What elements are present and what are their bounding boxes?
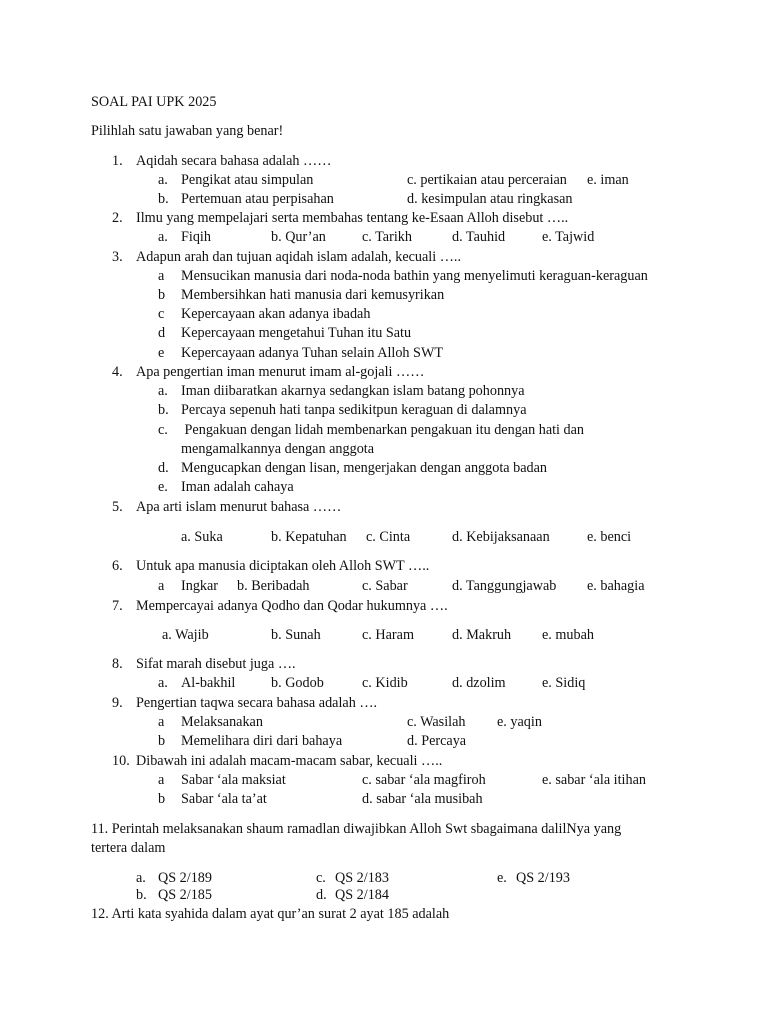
question-number: 10. — [112, 753, 130, 769]
question-number: 4. — [112, 364, 123, 380]
option-e: e. benci — [587, 529, 632, 545]
option-b: Membersihkan hati manusia dari kemusyrikan — [181, 287, 445, 303]
option-d: d. sabar ‘ala musibah — [362, 791, 483, 807]
option-b: Percaya sepenuh hati tanpa sedikitpun keraguan di dalamnya — [181, 402, 527, 418]
option-a: a. Wajib — [162, 627, 209, 643]
option-d: QS 2/184 — [335, 887, 389, 903]
document-title: SOAL PAI UPK 2025 — [91, 94, 217, 110]
option-b: QS 2/185 — [158, 887, 212, 903]
option-a: Pengikat atau simpulan — [181, 172, 314, 188]
question-text: Aqidah secara bahasa adalah …… — [136, 153, 332, 169]
question-number: 7. — [112, 598, 123, 614]
option-letter: b. — [158, 402, 169, 418]
option-d: d. dzolim — [452, 675, 506, 691]
option-c-continued: mengamalkannya dengan anggota — [181, 441, 375, 457]
option-d: d. Makruh — [452, 627, 512, 643]
option-b: Sabar ‘ala ta’at — [181, 791, 267, 807]
option-letter: a — [158, 772, 165, 788]
option-letter: a — [158, 714, 165, 730]
question-text: Dibawah ini adalah macam-macam sabar, kecuali ….. — [136, 753, 443, 769]
option-letter: b. — [158, 191, 169, 207]
option-letter: e. — [497, 870, 507, 886]
option-letter: d — [158, 325, 166, 341]
option-d: d. Percaya — [407, 733, 467, 749]
option-c: c. Tarikh — [362, 229, 412, 245]
question-number: 1. — [112, 153, 123, 169]
instruction: Pilihlah satu jawaban yang benar! — [91, 123, 284, 139]
question-number: 6. — [112, 558, 123, 574]
option-a: Sabar ‘ala maksiat — [181, 772, 286, 788]
question-number: 8. — [112, 656, 123, 672]
option-d: d. Tanggungjawab — [452, 578, 557, 594]
option-e: e. yaqin — [497, 714, 542, 730]
option-c: Kepercayaan akan adanya ibadah — [181, 306, 371, 322]
option-b: b. Godob — [271, 675, 324, 691]
option-d: d. kesimpulan atau ringkasan — [407, 191, 573, 207]
option-e: e. Sidiq — [542, 675, 586, 691]
option-letter: a. — [136, 870, 146, 886]
option-letter: a — [158, 578, 165, 594]
option-a: Melaksanakan — [181, 714, 263, 730]
option-c: c. Cinta — [366, 529, 411, 545]
option-e: Kepercayaan adanya Tuhan selain Alloh SWT — [181, 345, 444, 361]
option-d: d. Tauhid — [452, 229, 506, 245]
option-a: Al-bakhil — [181, 675, 236, 691]
question-text: Apa arti islam menurut bahasa …… — [136, 499, 342, 515]
option-letter: b — [158, 287, 166, 303]
option-letter: e — [158, 345, 165, 361]
question-text: Untuk apa manusia diciptakan oleh Alloh SWT ….. — [136, 558, 430, 574]
option-c: c. Kidib — [362, 675, 408, 691]
option-a: Iman diibaratkan akarnya sedangkan islam batang pohonnya — [181, 383, 525, 399]
option-letter: a. — [158, 172, 168, 188]
option-a: Mensucikan manusia dari noda-noda bathin yang menyelimuti keraguan-keraguan — [181, 268, 648, 284]
option-letter: d. — [158, 460, 169, 476]
option-letter: e. — [158, 479, 168, 495]
question-text: Pengertian taqwa secara bahasa adalah …. — [136, 695, 378, 711]
option-d: Kepercayaan mengetahui Tuhan itu Satu — [181, 325, 412, 341]
option-letter: b — [158, 791, 166, 807]
question-text: Apa pengertian iman menurut imam al-gojali …… — [136, 364, 425, 380]
option-a: a. Suka — [181, 529, 223, 545]
option-letter: d. — [316, 887, 327, 903]
question-number: 5. — [112, 499, 123, 515]
option-a: Ingkar — [181, 578, 219, 594]
option-c: c. Wasilah — [407, 714, 466, 730]
question-number: 2. — [112, 210, 123, 226]
question-text: Mempercayai adanya Qodho dan Qodar hukumnya …. — [136, 598, 448, 614]
option-letter: b — [158, 733, 166, 749]
option-letter: a — [158, 268, 165, 284]
option-e: e. iman — [587, 172, 629, 188]
option-e: e. mubah — [542, 627, 595, 643]
option-d: d. Kebijaksanaan — [452, 529, 550, 545]
option-c: c. Haram — [362, 627, 414, 643]
option-b: b. Qur’an — [271, 229, 326, 245]
question-text: Sifat marah disebut juga …. — [136, 656, 296, 672]
option-letter: a. — [158, 229, 168, 245]
option-c: c. Sabar — [362, 578, 408, 594]
option-letter: c. — [316, 870, 326, 886]
option-b: b. Kepatuhan — [271, 529, 347, 545]
option-c: Pengakuan dengan lidah membenarkan pengakuan itu dengan hati dan — [181, 422, 585, 438]
question-text-continued: tertera dalam — [91, 840, 166, 856]
question-text: Ilmu yang mempelajari serta membahas tentang ke-Esaan Alloh disebut ….. — [136, 210, 569, 226]
option-e: e. Tajwid — [542, 229, 595, 245]
option-letter: a. — [158, 675, 168, 691]
option-b: b. Beribadah — [237, 578, 310, 594]
option-d: Mengucapkan dengan lisan, mengerjakan dengan anggota badan — [181, 460, 547, 476]
option-e: Iman adalah cahaya — [181, 479, 294, 495]
option-b: Memelihara diri dari bahaya — [181, 733, 343, 749]
option-e: QS 2/193 — [516, 870, 570, 886]
option-c: QS 2/183 — [335, 870, 389, 886]
question-number: 9. — [112, 695, 123, 711]
option-a: QS 2/189 — [158, 870, 212, 886]
option-letter: c. — [158, 422, 168, 438]
option-e: e. bahagia — [587, 578, 645, 594]
option-c: c. sabar ‘ala magfiroh — [362, 772, 486, 788]
option-c: c. pertikaian atau perceraian — [407, 172, 567, 188]
question-text: Adapun arah dan tujuan aqidah islam adalah, kecuali ….. — [136, 249, 462, 265]
option-a: Fiqih — [181, 229, 211, 245]
option-e: e. sabar ‘ala itihan — [542, 772, 646, 788]
option-letter: a. — [158, 383, 168, 399]
option-b: Pertemuan atau perpisahan — [181, 191, 334, 207]
option-letter: c — [158, 306, 165, 322]
question-number: 3. — [112, 249, 123, 265]
option-letter: b. — [136, 887, 147, 903]
question-text: 11. Perintah melaksanakan shaum ramadlan diwajibkan Alloh Swt sbagaimana dalilNya yang — [91, 821, 622, 837]
question-text: 12. Arti kata syahida dalam ayat qur’an surat 2 ayat 185 adalah — [91, 906, 450, 922]
option-b: b. Sunah — [271, 627, 321, 643]
